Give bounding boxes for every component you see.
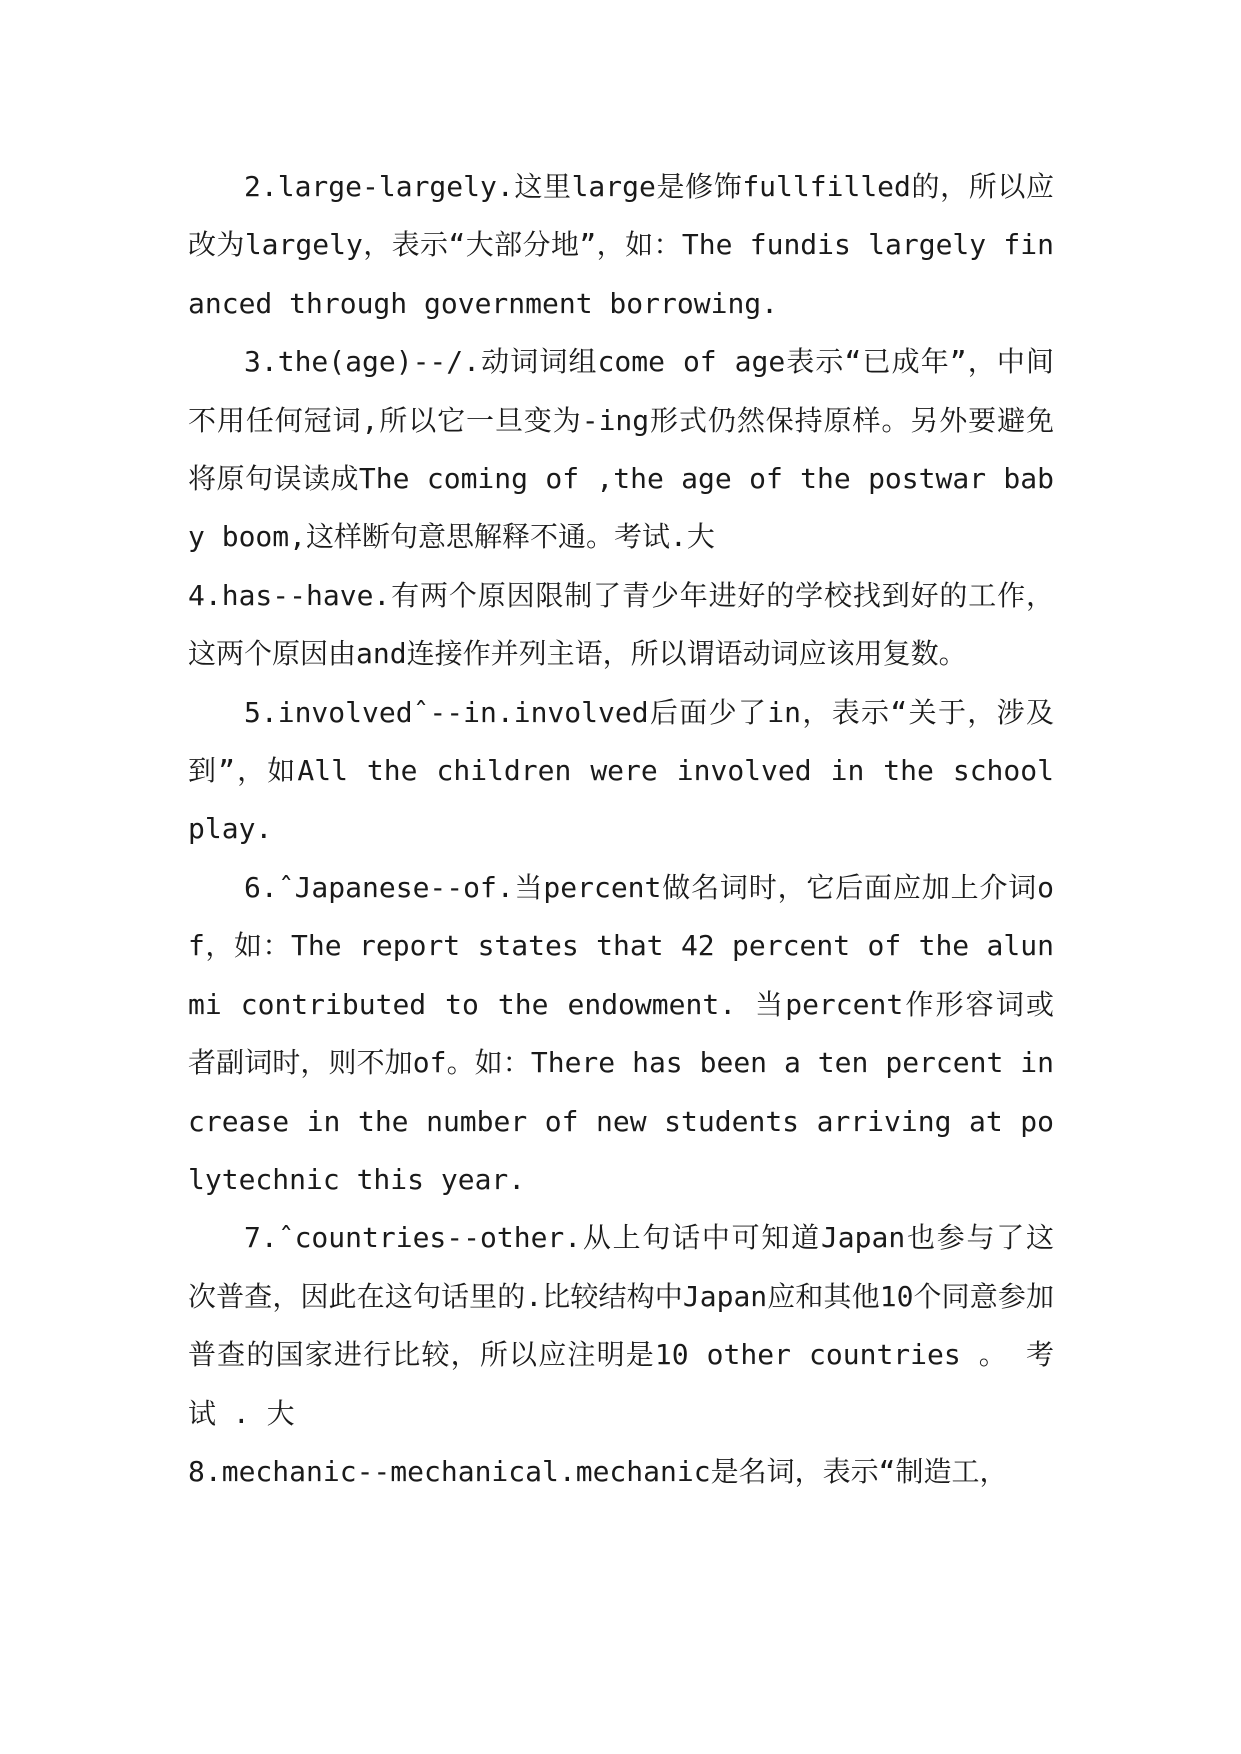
paragraph-item-7: 7.ˆcountries--other.从上句话中可知道Japan也参与了这次普查，因此在这句话里的.比较结构中Japan应和其他10个同意参加普查的国家进行比较，所以应注明是10 other countries 。 考 试 . 大	[188, 1221, 1054, 1430]
paragraph-item-8: 8.mechanic--mechanical.mechanic是名词，表示“制造工，	[188, 1454, 1008, 1488]
paragraph-item-5: 5.involvedˆ--in.involved后面少了in，表示“关于，涉及到”，如All the children were involved in the school play.	[188, 695, 1054, 846]
paragraph-item-3: 3.the(age)--/.动词词组come of age表示“已成年”，中间不用任何冠词,所以它一旦变为-ing形式仍然保持原样。另外要避免将原句误读成The coming of ,the age of the postwar baby boom,这样断句意思解释不通。考试.大	[188, 345, 1054, 554]
document-body	[188, 158, 1054, 1501]
paragraph-item-2: 2.large-largely.这里large是修饰fullfilled的，所以应改为largely，表示“大部分地”，如：The fundis largely financed through government borrowing.	[188, 170, 1054, 320]
paragraph-item-4: 4.has--have.有两个原因限制了青少年进好的学校找到好的工作，这两个原因由and连接作并列主语，所以谓语动词应该用复数。	[188, 578, 1054, 671]
paragraph-item-6: 6.ˆJapanese--of.当percent做名词时，它后面应加上介词of，如：The report states that 42 percent of the alunmi contributed to the endowment. 当percent作形容词或者副词时，则不加of。如：There has been a ten percent increase in the number of new students arriving at polytechnic this year.	[188, 870, 1054, 1196]
